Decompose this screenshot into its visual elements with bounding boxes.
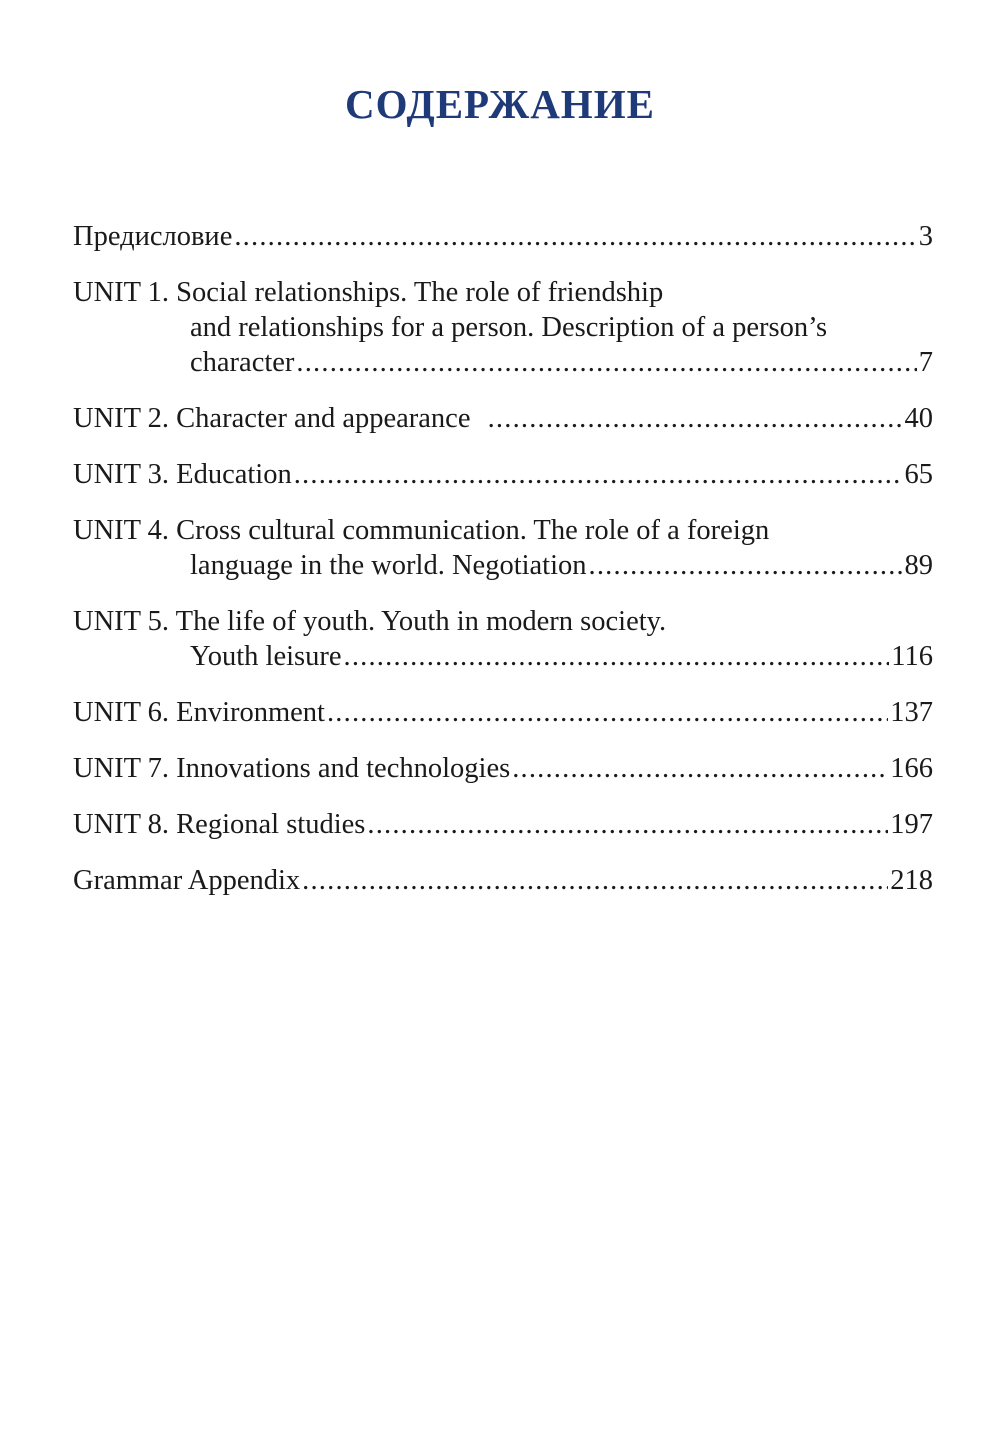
toc-page-number: 40 bbox=[904, 403, 933, 434]
dot-leader bbox=[367, 807, 888, 842]
toc-entry-unit-5 bbox=[73, 604, 933, 674]
dot-leader bbox=[327, 695, 888, 730]
page-title: СОДЕРЖАНИЕ bbox=[345, 81, 655, 127]
toc-page-number: 116 bbox=[891, 641, 933, 672]
toc-page-number: 166 bbox=[890, 753, 933, 784]
toc-entry-label: UNIT 3. Education bbox=[73, 459, 292, 490]
toc-entry-grammar-appendix bbox=[73, 863, 933, 898]
toc-line bbox=[73, 751, 933, 786]
toc-entry-label-continued: Youth leisure bbox=[190, 641, 342, 672]
toc-entry-unit-7 bbox=[73, 751, 933, 786]
dot-leader bbox=[512, 751, 888, 786]
toc-entry-preface bbox=[73, 219, 933, 254]
toc-entry-label-continued: and relationships for a person. Description of a person’s bbox=[190, 312, 828, 343]
toc-entry-label: UNIT 1. Social relationships. The role of friendship bbox=[73, 277, 664, 308]
toc-entry-unit-8 bbox=[73, 807, 933, 842]
toc-entry-unit-4 bbox=[73, 513, 933, 583]
toc-entry-unit-2 bbox=[73, 401, 933, 436]
toc-entry-unit-1 bbox=[73, 275, 933, 380]
toc-entry-label: UNIT 8. Regional studies bbox=[73, 809, 366, 840]
toc-line bbox=[73, 513, 933, 548]
toc-page-number: 65 bbox=[904, 459, 933, 490]
toc-line bbox=[73, 345, 933, 380]
toc-entry-label: UNIT 4. Cross cultural communication. The role of a foreign bbox=[73, 515, 770, 546]
toc-line bbox=[73, 401, 933, 436]
toc-line bbox=[73, 457, 933, 492]
toc-page-number: 218 bbox=[890, 865, 933, 896]
dot-leader bbox=[296, 345, 916, 380]
toc-line bbox=[73, 604, 933, 639]
dot-leader bbox=[488, 401, 903, 436]
dot-leader bbox=[302, 863, 888, 898]
toc-entry-label-continued: character bbox=[190, 347, 295, 378]
toc-entry-label: UNIT 7. Innovations and technologies bbox=[73, 753, 511, 784]
toc-line bbox=[73, 639, 933, 674]
toc-entry-label: Grammar Appendix bbox=[73, 865, 301, 896]
toc-line bbox=[73, 275, 933, 310]
toc-entry-label: Предисловие bbox=[73, 221, 233, 252]
dot-leader bbox=[294, 457, 903, 492]
toc-page-number: 3 bbox=[918, 221, 933, 252]
toc-line bbox=[73, 807, 933, 842]
toc-page-number: 89 bbox=[904, 550, 933, 581]
toc-entry-label: UNIT 2. Character and appearance bbox=[73, 403, 478, 434]
toc-line bbox=[73, 548, 933, 583]
toc-entry-label: UNIT 6. Environment bbox=[73, 697, 325, 728]
dot-leader bbox=[344, 639, 890, 674]
toc-line bbox=[73, 219, 933, 254]
toc-line bbox=[73, 863, 933, 898]
toc-entry-unit-3 bbox=[73, 457, 933, 492]
toc-entry-unit-6 bbox=[73, 695, 933, 730]
dot-leader bbox=[589, 548, 903, 583]
toc-entry-label-continued: language in the world. Negotiation bbox=[190, 550, 587, 581]
toc-page-number: 197 bbox=[890, 809, 933, 840]
table-of-contents bbox=[73, 219, 933, 919]
toc-line bbox=[73, 310, 933, 345]
toc-line bbox=[73, 695, 933, 730]
toc-entry-label: UNIT 5. The life of youth. Youth in modern society. bbox=[73, 606, 667, 637]
toc-page-number: 7 bbox=[918, 347, 933, 378]
toc-page-number: 137 bbox=[890, 697, 933, 728]
dot-leader bbox=[234, 219, 916, 254]
